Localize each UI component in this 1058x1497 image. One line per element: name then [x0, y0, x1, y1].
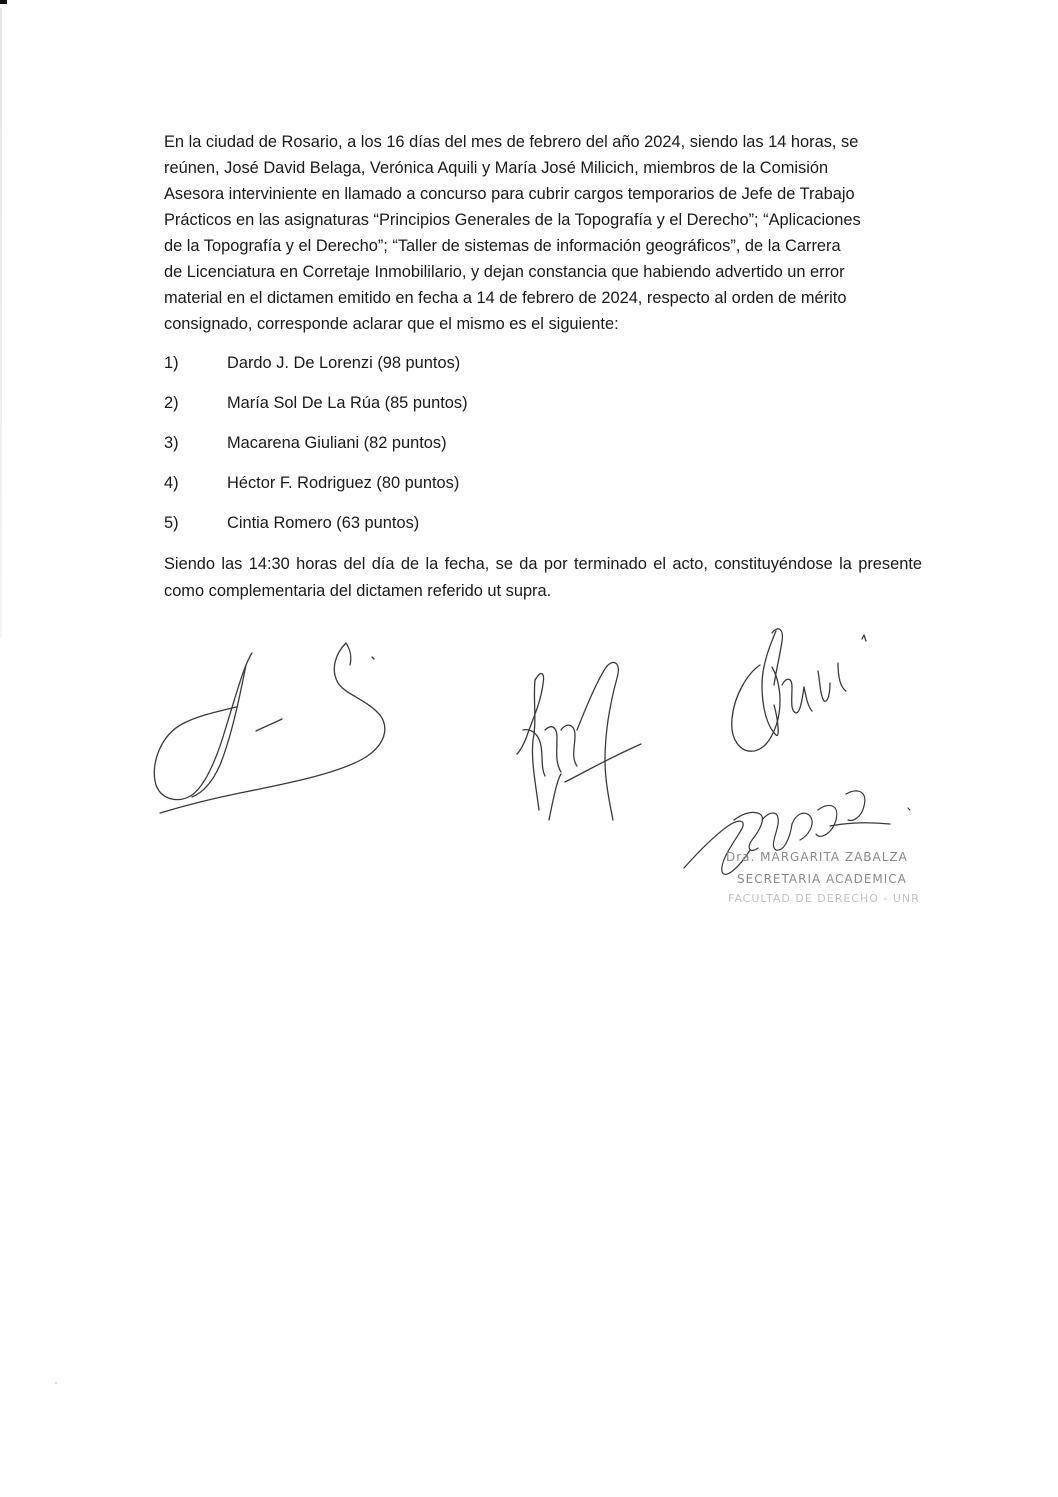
intro-paragraph: [164, 129, 922, 337]
signature-middle: [505, 650, 665, 830]
list-item-text: Héctor F. Rodriguez (80 puntos): [227, 474, 460, 492]
stamp-name: Dra. MARGARITA ZABALZA: [726, 850, 908, 864]
list-item: [164, 350, 764, 390]
intro-line: de la Topografía y el Derecho”; “Taller de sistemas de información geográficos”, de la Carrera: [164, 237, 841, 255]
list-item-text: Macarena Giuliani (82 puntos): [227, 434, 447, 452]
intro-line: material en el dictamen emitido en fecha a 14 de febrero de 2024, respecto al orden de mérito: [164, 289, 847, 307]
list-item-number: 2): [164, 394, 179, 412]
intro-line: En la ciudad de Rosario, a los 16 días del mes de febrero del año 2024, siendo las 14 horas, se: [164, 133, 859, 151]
list-item-number: 4): [164, 474, 179, 492]
stamp-institution: FACULTAD DE DERECHO - UNR: [728, 892, 920, 905]
list-item: [164, 390, 764, 430]
list-item-number: 1): [164, 354, 179, 372]
official-stamp: [680, 780, 940, 920]
closing-paragraph: Siendo las 14:30 horas del día de la fecha, se da por terminado el acto, constituyéndose la presente como complementaria del dictamen referido ut supra.: [164, 555, 922, 600]
list-item: [164, 470, 764, 510]
list-item-text: Dardo J. De Lorenzi (98 puntos): [227, 354, 461, 372]
stamp-title: SECRETARIA ACADEMICA: [737, 872, 907, 886]
ranking-list: [164, 350, 764, 550]
list-item-number: 3): [164, 434, 179, 452]
list-item: [164, 430, 764, 470]
scan-speck: [55, 1382, 57, 1384]
list-item-text: María Sol De La Rúa (85 puntos): [227, 394, 468, 412]
scan-edge-shadow: [0, 8, 2, 638]
intro-line: de Licenciatura en Corretaje Inmobililario, y dejan constancia que habiendo advertido un error: [164, 263, 845, 281]
signature-left: [140, 635, 400, 825]
list-item-text: Cintia Romero (63 puntos): [227, 514, 420, 532]
scan-corner-mark: [0, 0, 7, 4]
intro-line: reúnen, José David Belaga, Verónica Aquili y María José Milicich, miembros de la Comisión: [164, 159, 829, 177]
intro-line: consignado, corresponde aclarar que el mismo es el siguiente:: [164, 315, 619, 333]
signature-right: [720, 615, 890, 775]
intro-line: Prácticos en las asignaturas “Principios Generales de la Topografía y el Derecho”; “Aplicaciones: [164, 211, 861, 229]
list-item-number: 5): [164, 514, 179, 532]
intro-line: Asesora interviniente en llamado a concurso para cubrir cargos temporarios de Jefe de Trabajo: [164, 185, 855, 203]
list-item: [164, 510, 764, 550]
